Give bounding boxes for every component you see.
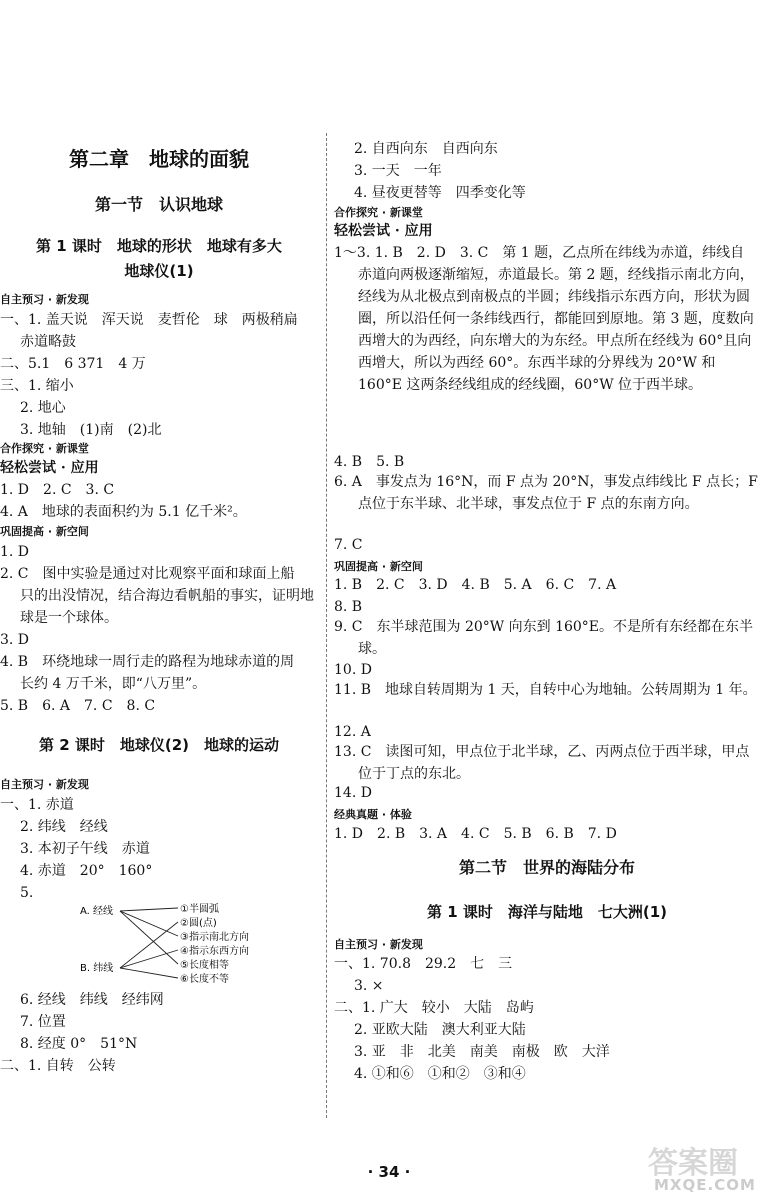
watermark-sub: MXQE.COM (654, 1176, 756, 1194)
answer-line: 3. 本初子午线 赤道 (20, 841, 150, 857)
answer-line: 3. 亚 非 北美 南美 南极 欧 大洋 (354, 1044, 610, 1060)
answer-line: 长约 4 万千米，即“八万里”。 (20, 676, 207, 692)
connector-line (120, 911, 178, 936)
answer-text: 13. C 读图可知，甲点位于北半球，乙、丙两点位于西半球，甲点位于丁点的东北。 (334, 744, 750, 782)
answer-line: 二、1. 自转 公转 (0, 1058, 116, 1074)
answer-line: 3. 地轴 (1)南 (2)北 (20, 422, 162, 438)
answer-text: 9. C 东半球范围为 20°W 向东到 160°E。不是所有东经都在东半球。 (334, 619, 754, 657)
watermark-main: 答案圈 (648, 1146, 738, 1181)
matching-diagram (72, 896, 282, 986)
watermark-logo (648, 1138, 776, 1198)
diagram-left-a: A. 经线 (80, 906, 114, 917)
section-label-easy: 轻松尝试 · 应用 (0, 460, 99, 476)
answer-line: 4. A 地球的表面积约为 5.1 亿千米²。 (0, 504, 247, 520)
answer-line: 4. 昼夜更替等 四季变化等 (354, 185, 526, 201)
diagram-item-2: ②圆(点) (180, 918, 217, 929)
answer-paragraph (334, 616, 758, 660)
page-number: · 34 · (367, 1163, 411, 1181)
answer-line: 一、1. 盖天说 浑天说 麦哲伦 球 两极稍扁 (0, 312, 298, 328)
answer-line: 4. 赤道 20° 160° (20, 863, 153, 879)
answer-line: 7. 位置 (20, 1014, 66, 1030)
lesson3-title: 第 1 课时 海洋与陆地 七大洲(1) (426, 903, 668, 921)
answer-line: 二、5.1 6 371 4 万 (0, 356, 146, 372)
diagram-connector-lines (120, 908, 178, 978)
answer-text: 11. B 地球自转周期为 1 天，自转中心为地轴。公转周期为 1 年。 (334, 682, 757, 698)
answer-line: 4. B 环绕地球一周行走的路程为地球赤道的周 (0, 654, 295, 670)
answer-line: 一、1. 赤道 (0, 797, 74, 813)
answer-line: 4. B 5. B (334, 454, 405, 470)
column-divider (326, 133, 327, 1118)
lesson1-title-line2: 地球仪(1) (124, 262, 194, 280)
connector-line (120, 950, 178, 968)
answer-line: 2. 亚欧大陆 澳大利亚大陆 (354, 1022, 526, 1038)
diagram-item-4: ④指示东西方向 (180, 946, 249, 957)
answer-paragraph (334, 471, 758, 515)
diagram-item-3: ③指示南北方向 (180, 932, 249, 943)
connector-line (120, 911, 178, 964)
answer-line: 一、1. 70.8 29.2 七 三 (334, 956, 513, 972)
answer-line: 10. D (334, 662, 372, 678)
section-label-exam: 经典真题 · 体验 (334, 808, 412, 821)
answer-line: 4. ①和⑥ ①和② ③和④ (354, 1066, 526, 1082)
answer-line: 5. B 6. A 7. C 8. C (0, 698, 156, 714)
answer-text: 6. A 事发点为 16°N，而 F 点为 20°N，事发点纬线比 F 点长；F 点位于东半球、北半球，事发点位于 F 点的东南方向。 (334, 474, 758, 512)
chapter-title: 第二章 地球的面貌 (69, 147, 249, 171)
section-label-self-study: 自主预习 · 新发现 (334, 938, 423, 951)
answer-line: 二、1. 广大 较小 大陆 岛屿 (334, 1000, 534, 1016)
answer-line: 7. C (334, 537, 363, 553)
answer-line: 3. × (354, 978, 384, 994)
answer-text: 1～3. 1. B 2. D 3. C 第 1 题，乙点所在纬线为赤道，纬线自赤道向两极逐渐缩短，赤道最长。第 2 题，经线指示南北方向，经线为从北极点到南极点的半圆；纬线指示东西方向，形状为圆圈，所以沿任何一条纬线西行，都能回到原地。第 3 题，度数向西增大的为西经，向东增大的为东经。甲点所在经线为 60°且向西增大，所以为西经 60°。东西半球的分界线为 20°W 和 160°E 这两条经线组成的经线圈，60°W 位于西半球。 (334, 245, 754, 393)
answer-line: 8. B (334, 599, 363, 615)
diagram-item-1: ①半圆弧 (180, 904, 219, 915)
section-label-cooperation: 合作探究 · 新课堂 (0, 442, 89, 455)
answer-line: 3. 一天 一年 (354, 163, 442, 179)
section-label-cooperation: 合作探究 · 新课堂 (334, 206, 423, 219)
answer-paragraph (334, 741, 758, 785)
answer-line: 球是一个球体。 (20, 610, 118, 626)
answer-line: 2. 纬线 经线 (20, 819, 108, 835)
answer-line: 12. A (334, 724, 371, 740)
section-label-consolidate: 巩固提高 · 新空间 (0, 525, 89, 538)
section-title: 第一节 认识地球 (94, 195, 223, 214)
connector-line (120, 968, 178, 978)
answer-line: 3. D (0, 632, 30, 648)
answer-line: 8. 经度 0° 51°N (20, 1036, 138, 1052)
section2-title: 第二节 世界的海陆分布 (458, 858, 635, 877)
answer-line: 6. 经线 纬线 经纬网 (20, 992, 164, 1008)
answer-line: 5. (20, 885, 34, 901)
answer-paragraph (334, 679, 758, 701)
section-label-self-study: 自主预习 · 新发现 (0, 778, 89, 791)
connector-line (120, 922, 178, 968)
answer-line: 2. 地心 (20, 400, 66, 416)
connector-line (120, 908, 178, 911)
section-label-easy: 轻松尝试 · 应用 (334, 223, 433, 239)
answer-line: 2. 自西向东 自西向东 (354, 141, 498, 157)
diagram-items (180, 902, 249, 985)
lesson2-title: 第 2 课时 地球仪(2) 地球的运动 (38, 736, 280, 754)
answer-line: 1. D 2. C 3. C (0, 482, 115, 498)
answer-line: 1. D (0, 544, 30, 560)
answer-line: 只的出没情况，结合海边看帆船的事实，证明地 (20, 588, 314, 604)
answer-line: 赤道略鼓 (20, 334, 76, 350)
answer-line: 三、1. 缩小 (0, 378, 74, 394)
diagram-left-b: B. 纬线 (80, 963, 114, 974)
answer-line: 1. B 2. C 3. D 4. B 5. A 6. C 7. A (334, 577, 617, 593)
answer-line: 14. D (334, 785, 372, 801)
section-label-consolidate: 巩固提高 · 新空间 (334, 560, 423, 573)
diagram-item-6: ⑥长度不等 (180, 974, 229, 985)
answer-line: 1. D 2. B 3. A 4. C 5. B 6. B 7. D (334, 826, 617, 842)
diagram-item-5: ⑤长度相等 (180, 960, 229, 971)
lesson1-title-line1: 第 1 课时 地球的形状 地球有多大 (36, 237, 282, 255)
answer-paragraph (334, 242, 758, 396)
answer-line: 2. C 图中实验是通过对比观察平面和球面上船 (0, 566, 295, 582)
section-label-self-study: 自主预习 · 新发现 (0, 293, 89, 306)
